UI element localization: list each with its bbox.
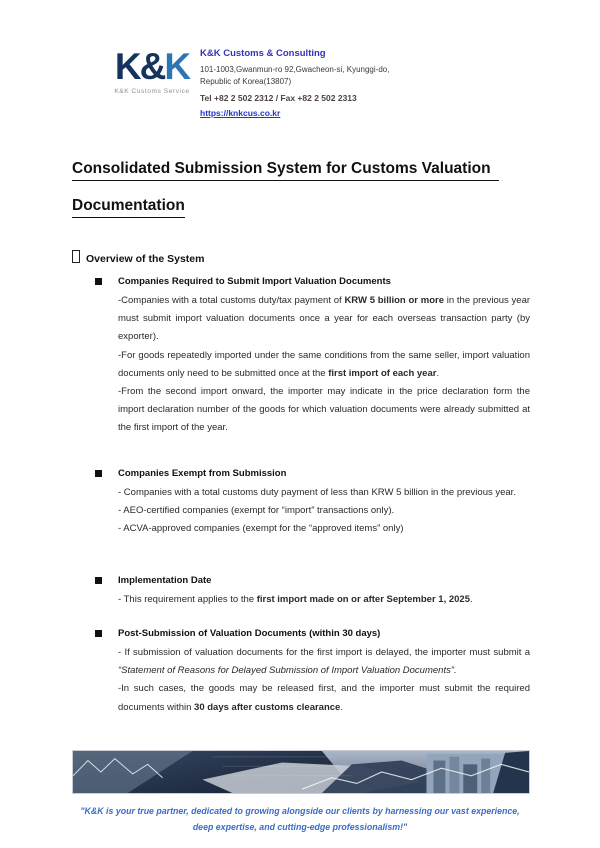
section-heading: Companies Required to Submit Import Valuation Documents: [118, 276, 391, 287]
paragraph: - Companies with a total customs duty payment of less than KRW 5 billion in the previous year.: [118, 487, 516, 498]
company-logo: [92, 48, 212, 95]
section-companies-exempt: [95, 468, 530, 539]
paragraph: - ACVA-approved companies (exempt for the “approved items” only): [118, 523, 404, 535]
section-bullet-icon: [95, 470, 102, 477]
company-tel-fax: Tel +82 2 502 2312 / Fax +82 2 502 2313: [200, 93, 357, 103]
footer-quote: [0, 803, 600, 835]
section-bullet-icon: [95, 630, 102, 637]
footer-quote-line2: deep expertise, and cutting-edge professionalism!": [192, 822, 408, 832]
section-companies-required: [95, 276, 530, 438]
section-heading: Companies Exempt from Submission: [118, 468, 287, 479]
company-address-line2: Republic of Korea(13807): [200, 77, 292, 86]
company-name: K&K Customs & Consulting: [200, 48, 326, 59]
paragraph: -For goods repeatedly imported under the same conditions from the same seller, import valuation documents only need to be submitted once at the first import of each year.: [118, 349, 530, 379]
paragraph: - This requirement applies to the first import made on or after September 1, 2025.: [118, 594, 473, 605]
section-post-submission: [95, 628, 530, 717]
logo-part2: K: [164, 46, 190, 87]
company-address-line1: 101-1003,Gwanmun-ro 92,Gwacheon-si, Kyunggi-do,: [200, 65, 390, 74]
paragraph: -Companies with a total customs duty/tax payment of KRW 5 billion or more in the previous year must submit import valuation documents once a year for each overseas transaction party (by exporter).: [118, 295, 531, 343]
document-title-line1: Consolidated Submission System for Customs Valuation: [72, 160, 542, 181]
logo-wordmark: [92, 48, 212, 85]
paragraph: -From the second import onward, the importer may indicate in the price declaration form the import declaration number of the goods for which valuation documents were already submitted at the first import of the year.: [118, 386, 530, 434]
section-bullet-icon: [95, 577, 102, 584]
company-website-link[interactable]: https://knkcus.co.kr: [200, 108, 281, 118]
footer-quote-line1: "K&K is your true partner, dedicated to growing alongside our clients by harnessing our vast experience,: [80, 806, 520, 816]
city-banner-image: [72, 750, 530, 794]
paragraph: - If submission of valuation documents for the first import is delayed, the importer must submit a “Statement of Reasons for Delayed Submission of Import Valuation Documents”.: [118, 647, 530, 677]
checkbox-marker-icon: [72, 250, 80, 263]
section-heading: Implementation Date: [118, 575, 212, 586]
company-info: [200, 48, 480, 121]
logo-part1: K&: [114, 46, 165, 87]
overview-heading-label: Overview of the System: [86, 253, 205, 265]
section-heading: Post-Submission of Valuation Documents (within 30 days): [118, 628, 381, 639]
logo-subtitle: K&K Customs Service: [114, 88, 190, 95]
section-implementation-date: [95, 575, 530, 609]
overview-heading: [72, 250, 204, 265]
paragraph: -In such cases, the goods may be released first, and the importer must submit the required documents within 30 days after customs clearance.: [118, 683, 530, 713]
document-title-line2: Documentation: [72, 197, 542, 218]
section-bullet-icon: [95, 278, 102, 285]
paragraph: - AEO-certified companies (exempt for “import” transactions only).: [118, 505, 395, 517]
